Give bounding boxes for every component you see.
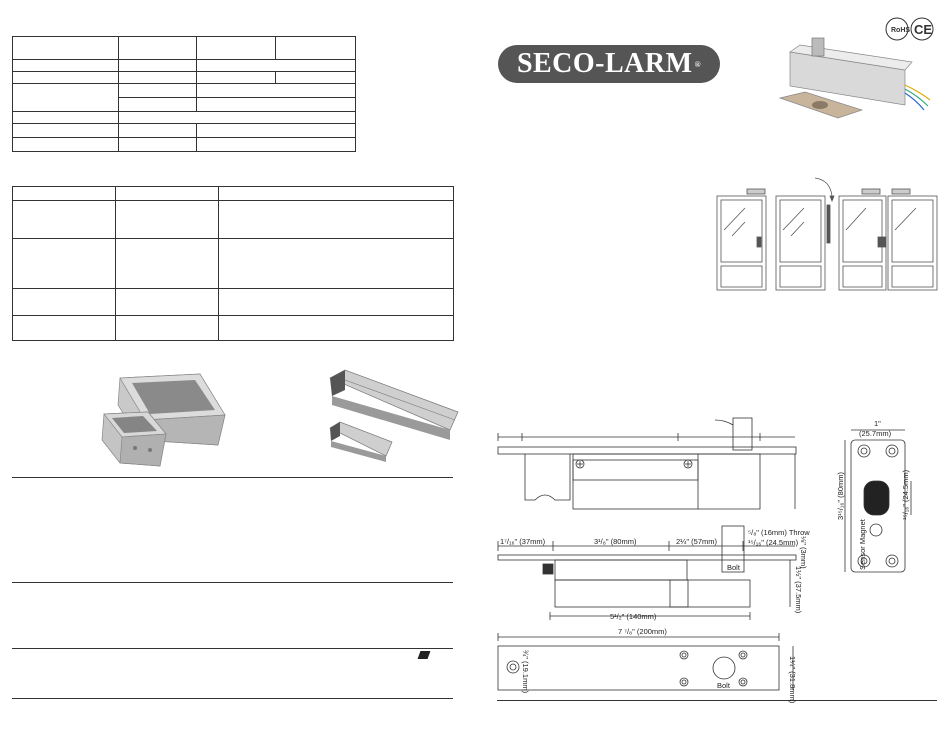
total-length-label: 7 ⁷/₈" (200mm) [618, 627, 667, 636]
door-diagrams [717, 178, 937, 290]
plate-height-label: 1¼" (31.8mm) [788, 656, 797, 704]
face-plate-drawing [498, 633, 793, 690]
seco-larm-logo [498, 45, 720, 83]
section-rule-3 [12, 648, 453, 649]
body-length-label: 5¹/₂" (140mm) [610, 612, 657, 621]
throw-label: ⁵/₈" (16mm) Throw [748, 528, 810, 537]
bolt-label-top: Bolt [727, 563, 740, 572]
hole-spacing-label: ¾" (19.1mm) [521, 650, 530, 694]
right-bottom-rule [497, 700, 937, 701]
height-label: 1½" (37.5mm) [794, 566, 803, 614]
plate-width-mm-label: (25.7mm) [859, 429, 892, 438]
dim-right-label: 2¼" (57mm) [676, 537, 718, 546]
plate-width-label: 1" [874, 419, 881, 428]
section-rule-1 [12, 477, 453, 478]
registered-mark: ® [694, 59, 702, 69]
dim-gap-label: 1⁷/₁₆" (37mm) [500, 537, 546, 546]
dim-mid-label: 3¹/₈" (80mm) [594, 537, 637, 546]
section-rule-2 [12, 582, 453, 583]
bolt-width-label: ¹⁵/₁₆" (24.5mm) [748, 538, 799, 547]
brand-name: SECO-LARM [516, 48, 693, 79]
sensor-magnet-label: Sensor Magnet [858, 519, 867, 570]
plate-length-label: 3¹⁵/₁₆" (80mm) [836, 472, 845, 520]
plate-bolt-label: ¹⁵/₁₆" (24.5mm) [901, 469, 910, 520]
section-rule-4 [12, 698, 453, 699]
thickness-label: ⅛" (3mm) [799, 536, 808, 569]
rohs-text: RoHS [891, 27, 911, 34]
bolt-label-plate: Bolt [717, 681, 730, 690]
u-bracket-short-image [330, 422, 392, 462]
ce-text: CE [914, 22, 933, 37]
bolt-lock-product-image [780, 38, 930, 118]
side-view-drawing [498, 418, 796, 509]
